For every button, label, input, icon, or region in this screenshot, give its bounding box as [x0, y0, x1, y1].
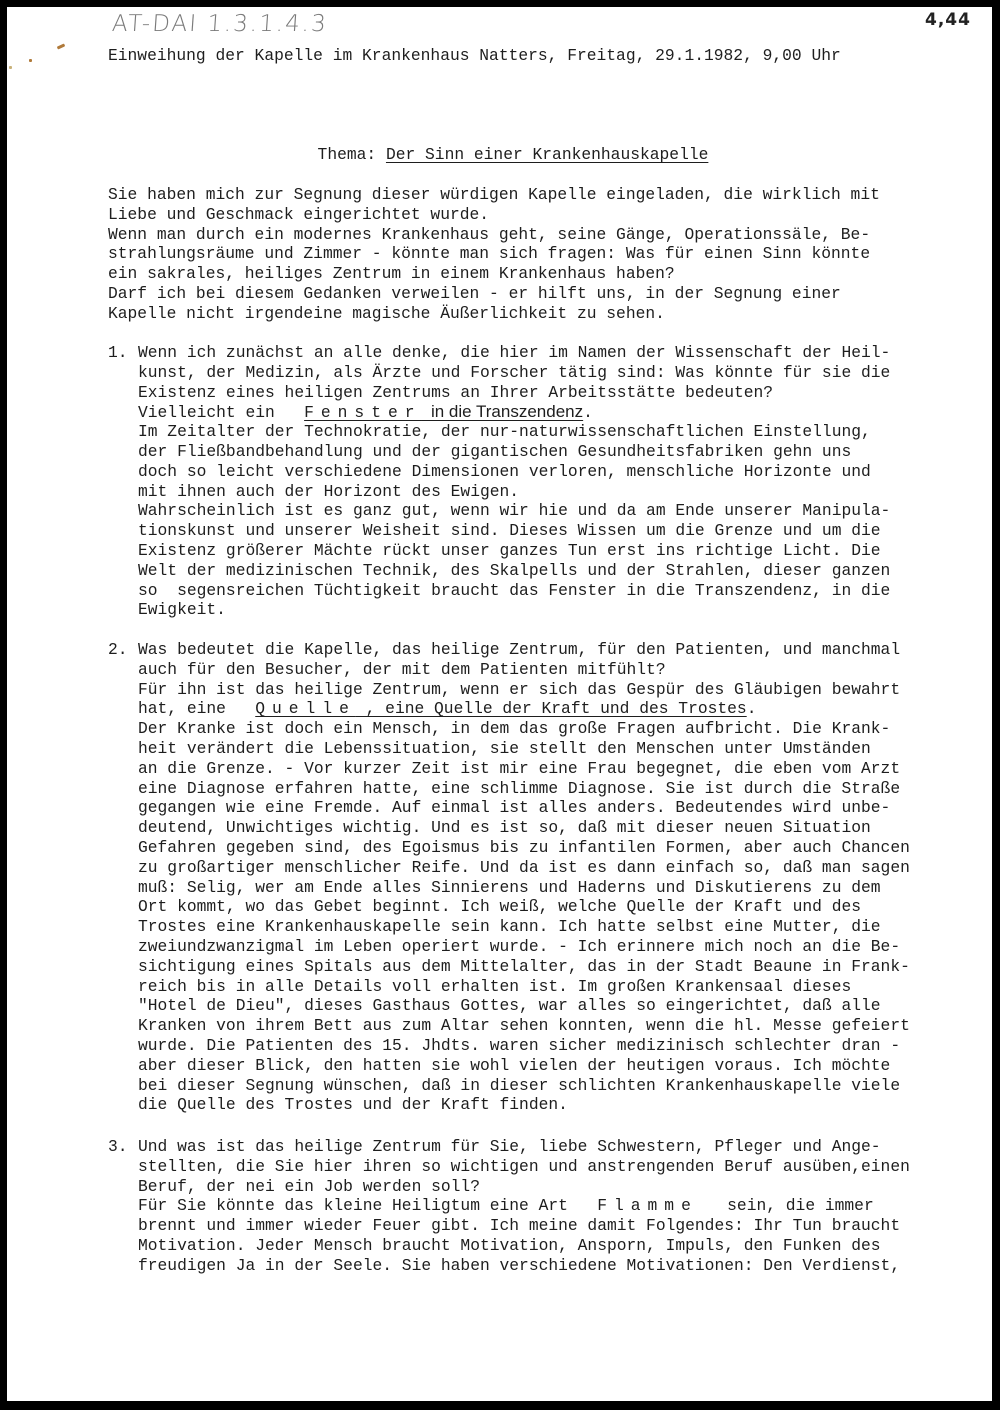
emphasis-prefix: Vielleicht ein — [138, 403, 305, 423]
section-line: stellten, die Sie hier ihren so wichtigen und anstrengenden Beruf ausüben,einen — [138, 1156, 910, 1176]
section-line: doch so leicht verschiedene Dimensionen verloren, menschliche Horizonte und — [138, 461, 871, 481]
theme-heading — [298, 125, 708, 165]
emphasis-keyword: Fenster — [304, 403, 422, 423]
section-line: gegangen wie eine Fremde. Auf einmal ist alles anders. Bedeutendes wird unbe- — [138, 798, 891, 818]
section-line: Der Kranke ist doch ein Mensch, in dem das große Fragen aufbricht. Die Krank- — [138, 719, 891, 739]
section-line: Für ihn ist das heilige Zentrum, wenn er sich das Gespür des Gläubigen bewahrt — [138, 679, 901, 699]
section-line: Welt der medizinischen Technik, des Skalpells und der Strahlen, dieser ganzen — [138, 560, 891, 580]
section-line: wurde. Die Patienten des 15. Jhdts. waren sicher medizinisch schlechter dran - — [138, 1036, 901, 1055]
section-line: freudigen Ja in der Seele. Sie haben verschiedene Motivationen: Den Verdienst, — [138, 1255, 901, 1275]
section-line: Gefahren gegeben sind, des Egoismus bis zu infantilen Formen, aber auch Chancen — [138, 838, 910, 857]
section-line: deutend, Unwichtiges wichtig. Und es ist so, daß mit dieser neuen Situation — [138, 818, 871, 838]
section-line: kunst, der Medizin, als Ärzte und Forscher tätig sind: Was könnte für sie die — [138, 362, 891, 382]
section-number: 1. — [108, 343, 128, 362]
section-line: Motivation. Jeder Mensch braucht Motivation, Ansporn, Impuls, den Funken des — [138, 1236, 881, 1255]
emphasis-keyword: Flamme — [597, 1196, 698, 1216]
section-line: Trostes eine Krankenhauskapelle sein kann. Ich hatte selbst eine Mutter, die — [138, 917, 881, 937]
emphasis-line — [138, 699, 756, 719]
folio-number-handwritten: 4,44 — [925, 10, 971, 30]
emphasis-suffix: , eine Quelle der Kraft und des Trostes — [355, 699, 747, 719]
section-number: 2. — [108, 640, 128, 659]
theme-label: Thema: — [317, 145, 377, 164]
document-header: Einweihung der Kapelle im Krankenhaus Natters, Freitag, 29.1.1982, 9,00 Uhr — [108, 46, 841, 65]
section-line: Ewigkeit. — [138, 600, 226, 620]
section-line: tionskunst und unserer Weisheit sind. Dieses Wissen um die Grenze und um die — [138, 521, 881, 541]
section-line: Ort kommt, wo das Gebet beginnt. Ich weiß, welche Quelle der Kraft und des — [138, 897, 862, 917]
section-line: reich bis in alle Details voll erhalten ist. Im großen Krankensaal dieses — [138, 976, 852, 996]
emphasis-line — [138, 402, 593, 423]
section-line: Wenn ich zunächst an alle denke, die hier im Namen der Wissenschaft der Heil- — [138, 343, 891, 362]
intro-line: Wenn man durch ein modernes Krankenhaus geht, seine Gänge, Operationssäle, Be- — [108, 224, 871, 244]
emphasis-suffix: sein, die immer — [697, 1196, 874, 1216]
section-line: Kranken von ihrem Bett aus zum Altar sehen konnten, wenn die hl. Messe gefeiert — [138, 1016, 910, 1036]
intro-line: strahlungsräume und Zimmer - könnte man sich fragen: Was für einen Sinn könnte — [108, 244, 871, 264]
section-line: die Quelle des Trostes und der Kraft finden. — [138, 1095, 568, 1115]
intro-line: Kapelle nicht irgendeine magische Äußerlichkeit zu sehen. — [108, 303, 665, 323]
section-line: auch für den Besucher, der mit dem Patienten mitfühlt? — [138, 659, 666, 679]
section-line: Existenz eines heiligen Zentrums an Ihrer Arbeitsstätte bedeuten? — [138, 382, 774, 402]
emphasis-keyword: Quelle — [255, 699, 356, 719]
section-line: brennt und immer wieder Feuer gibt. Ich meine damit Folgendes: Ihr Tun braucht — [138, 1216, 901, 1236]
section-line: muß: Selig, wer am Ende alles Sinnierens und Haderns und Diskutierens zu dem — [138, 877, 881, 897]
theme-title: Der Sinn einer Krankenhauskapelle — [385, 145, 709, 164]
section-line: zu großartiger menschlicher Reife. Und da ist es dann einfach so, daß man sagen — [138, 857, 910, 877]
section-line: sichtigung eines Spitals aus dem Mittelalter, das in der Stadt Beaune in Frank- — [138, 956, 910, 976]
section-line: so segensreichen Tüchtigkeit braucht das Fenster in die Transzendenz, in die — [138, 580, 891, 600]
paper-speck — [29, 59, 32, 62]
paper-speck — [9, 66, 12, 69]
section-line: an die Grenze. - Vor kurzer Zeit ist mir eine Frau begegnet, die eben vom Arzt — [138, 758, 901, 778]
section-line: der Fließbandbehandlung und der gigantischen Gesundheitsfabriken gehn uns — [138, 442, 852, 461]
emphasis-prefix: Für Sie könnte das kleine Heiligtum eine Art — [138, 1196, 598, 1216]
section-line: Und was ist das heilige Zentrum für Sie, liebe Schwestern, Pfleger und Ange- — [138, 1137, 881, 1156]
intro-line: Liebe und Geschmack eingerichtet wurde. — [108, 204, 490, 224]
emphasis-end: . — [583, 403, 593, 423]
emphasis-prefix: hat, eine — [138, 699, 256, 719]
section-line: Existenz größerer Mächte rückt unser ganzes Tun erst ins richtige Licht. Die — [138, 541, 881, 560]
section-line: Im Zeitalter der Technokratie, der nur-naturwissenschaftlichen Einstellung, — [138, 422, 871, 442]
section-line: aber dieser Blick, den hatten sie wohl vielen der heutigen voraus. Ich möchte — [138, 1055, 891, 1075]
emphasis-suffix: in die Transzendenz — [421, 402, 584, 422]
section-line: "Hotel de Dieu", dieses Gasthaus Gottes, war alles so eingerichtet, daß alle — [138, 996, 881, 1016]
emphasis-end: . — [746, 699, 757, 719]
section-line: Was bedeutet die Kapelle, das heilige Zentrum, für den Patienten, und manchmal — [138, 640, 901, 659]
section-line: zweiundzwanzigmal im Leben operiert wurde. - Ich erinnere mich noch an die Be- — [138, 937, 901, 956]
section-line: mit ihnen auch der Horizont des Ewigen. — [138, 481, 520, 501]
section-line: heit verändert die Lebenssituation, sie stellt den Menschen unter Umständen — [138, 739, 871, 758]
archive-reference-handwritten: AT-DAI 1.3.1.4.3 — [111, 11, 329, 37]
section-line: Wahrscheinlich ist es ganz gut, wenn wir hie und da am Ende unserer Manipula- — [138, 501, 891, 521]
section-line: eine Diagnose erfahren hatte, eine schlimme Diagnose. Sie ist durch die Straße — [138, 778, 901, 798]
section-line: Beruf, der nei ein Job werden soll? — [138, 1176, 480, 1196]
intro-line: Darf ich bei diesem Gedanken verweilen - er hilft uns, in der Segnung einer — [108, 284, 841, 303]
section-number: 3. — [108, 1137, 128, 1156]
intro-line: Sie haben mich zur Segnung dieser würdigen Kapelle eingeladen, die wirklich mit — [108, 185, 880, 204]
section-line: bei dieser Segnung wünschen, daß in dieser schlichten Krankenhauskapelle viele — [138, 1075, 901, 1095]
intro-line: ein sakrales, heiliges Zentrum in einem Krankenhaus haben? — [108, 264, 675, 284]
emphasis-line — [138, 1196, 874, 1216]
